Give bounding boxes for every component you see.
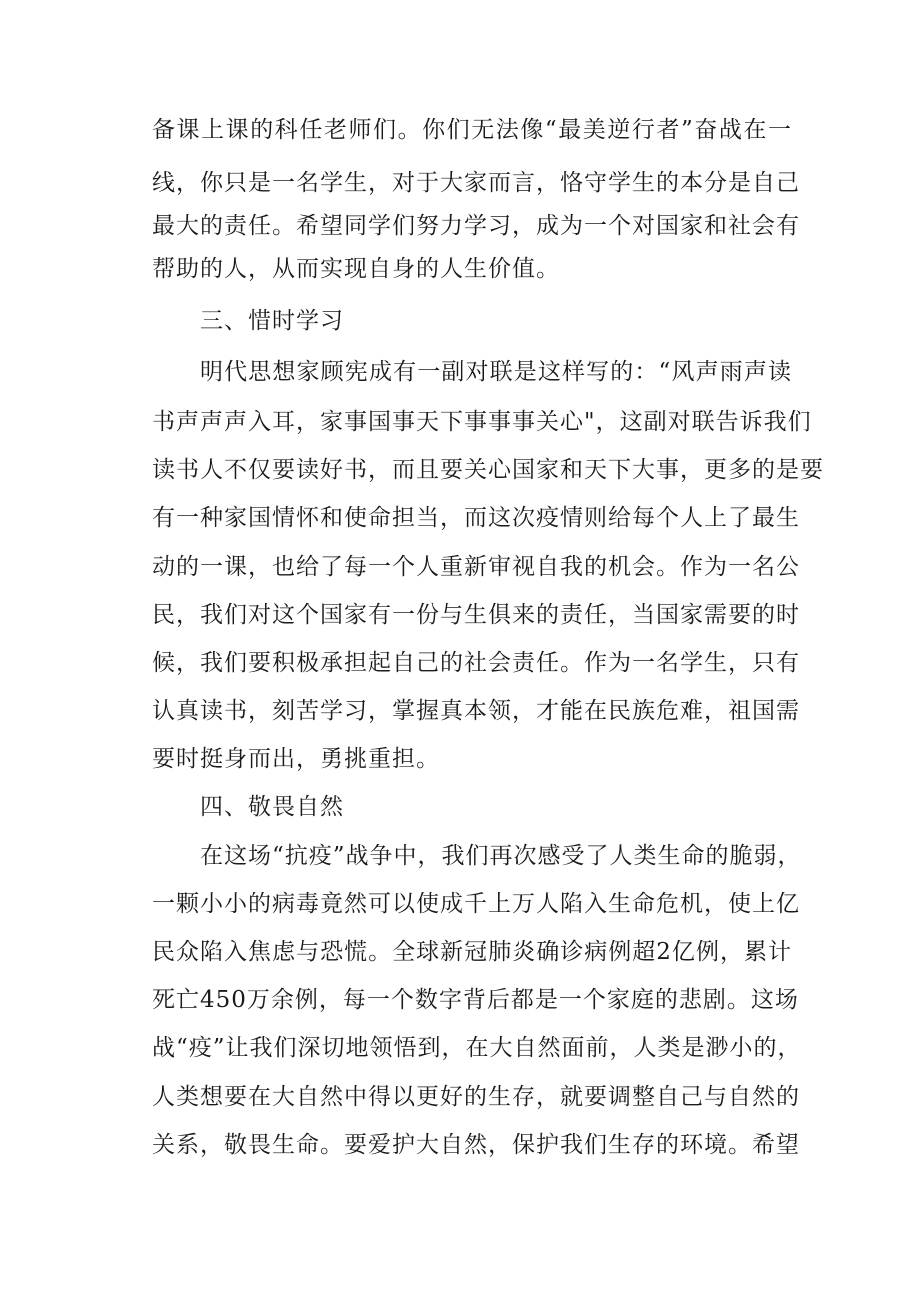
text-line: 关系，敬畏生命。要爱护大自然，保护我们生存的环境。希望 bbox=[152, 1132, 800, 1158]
section-heading-3: 三、惜时学习 bbox=[200, 308, 344, 334]
text-line: 要时挺身而出，勇挑重担。 bbox=[152, 746, 440, 772]
text-line: 读书人不仅要读好书，而且要关心国家和天下大事，更多的是要 bbox=[152, 457, 824, 483]
text-line: 民，我们对这个国家有一份与生俱来的责任，当国家需要的时 bbox=[152, 602, 800, 628]
text-line: 在这场“抗疫”战争中，我们再次感受了人类生命的脆弱， bbox=[200, 843, 802, 869]
text-line: 动的一课，也给了每一个人重新审视自我的机会。作为一名公 bbox=[152, 554, 800, 580]
text-line: 有一种家国情怀和使命担当，而这次疫情则给每个人上了最生 bbox=[152, 505, 800, 531]
text-line: 备课上课的科任老师们。你们无法像“最美逆行者”奋战在一 bbox=[152, 117, 792, 143]
text-line: 明代思想家顾宪成有一副对联是这样写的：“风声雨声读 bbox=[200, 359, 792, 385]
section-heading-4: 四、敬畏自然 bbox=[200, 794, 344, 820]
text-line: 帮助的人，从而实现自身的人生价值。 bbox=[152, 256, 560, 282]
text-line: 民众陷入焦虑与恐慌。全球新冠肺炎确诊病例超2亿例，累计 bbox=[152, 939, 792, 965]
text-line: 死亡450万余例，每一个数字背后都是一个家庭的悲剧。这场 bbox=[152, 987, 799, 1013]
text-line: 认真读书，刻苦学习，掌握真本领，才能在民族危难，祖国需 bbox=[152, 698, 800, 724]
text-line: 最大的责任。希望同学们努力学习，成为一个对国家和社会有 bbox=[152, 213, 800, 239]
text-line: 一颗小小的病毒竟然可以使成千上万人陷入生命危机，使上亿 bbox=[152, 891, 800, 917]
text-line: 人类想要在大自然中得以更好的生存，就要调整自己与自然的 bbox=[152, 1084, 800, 1110]
text-line: 线，你只是一名学生，对于大家而言，恪守学生的本分是自己 bbox=[152, 170, 800, 196]
text-line: 候，我们要积极承担起自己的社会责任。作为一名学生，只有 bbox=[152, 650, 800, 676]
text-line: 战“疫”让我们深切地领悟到，在大自然面前，人类是渺小的， bbox=[152, 1035, 802, 1061]
text-line: 书声声声入耳，家事国事天下事事事关心"，这副对联告诉我们 bbox=[152, 409, 812, 435]
